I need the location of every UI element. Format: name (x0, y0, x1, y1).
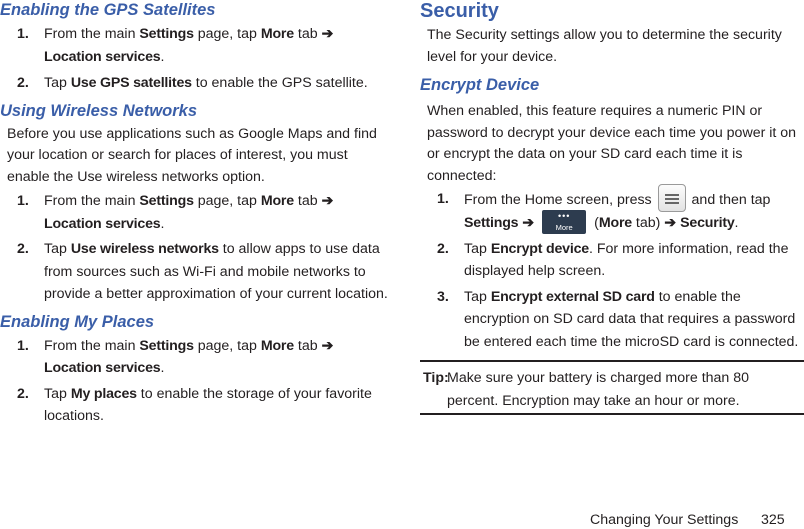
arrow-icon: ➔ (321, 26, 334, 42)
gps-step-2: 2. Tap Use GPS satellites to enable the GPS satellite. (17, 75, 368, 91)
more-tab-icon: ••• More (542, 210, 586, 234)
places-heading: Enabling My Places (0, 312, 155, 331)
encrypt-step-2: 2. Tap Encrypt device. For more information, read the displayed help screen. (437, 240, 789, 279)
encrypt-intro: When enabled, this feature requires a numeric PIN or password to decrypt your device each time you power it on or encrypt the data on your SD card each time it is connected: (427, 103, 797, 184)
places-step-1: 1. From the main Settings page, tap More tab ➔ Location services. (17, 337, 334, 376)
menu-key-icon (658, 184, 686, 212)
gps-step-1: 1. From the main Settings page, tap More tab ➔ Location services. (17, 26, 334, 65)
wireless-heading: Using Wireless Networks (0, 101, 198, 120)
gps-heading: Enabling the GPS Satellites (0, 1, 216, 19)
arrow-icon: ➔ (321, 337, 334, 354)
encrypt-step-1: 1. From the Home screen, press and then tap Settings ➔ ••• More (More tab) ➔ Security. (420, 188, 804, 235)
right-column (420, 0, 804, 353)
tip-text: Make sure your battery is charged more than 80 percent. Encryption may take an hour or more. (447, 370, 750, 409)
wireless-step-1: 1. From the main Settings page, tap More tab ➔ Location services. (17, 193, 334, 232)
page-footer (0, 511, 804, 529)
encrypt-step-3: 3. Tap Encrypt external SD card to enable the encryption on SD card data that requires a password be entered each time the microSD card is connected. (437, 288, 799, 350)
arrow-icon: ➔ (664, 215, 677, 231)
arrow-icon: ➔ (321, 193, 334, 209)
security-heading: Security (420, 0, 499, 22)
footer-section-title: Changing Your Settings (590, 512, 739, 528)
wireless-step-2: 2. Tap Use wireless networks to allow apps to use data from sources such as Wi-Fi and mobile networks to provide a better approximation of your current location. (17, 241, 388, 302)
tip-box (420, 360, 804, 415)
encrypt-heading: Encrypt Device (420, 76, 540, 94)
page-number: 325 (761, 512, 785, 528)
left-column (0, 0, 392, 428)
tip-label: Tip: (423, 370, 449, 386)
wireless-intro: Before you use applications such as Google Maps and find your location or search for places of interest, you must enable the Use wireless networks option. (7, 125, 377, 185)
arrow-icon: ➔ (522, 215, 535, 231)
security-intro: The Security settings allow you to determine the security level for your device. (427, 27, 782, 65)
places-step-2: 2. Tap My places to enable the storage of your favorite locations. (17, 385, 372, 424)
